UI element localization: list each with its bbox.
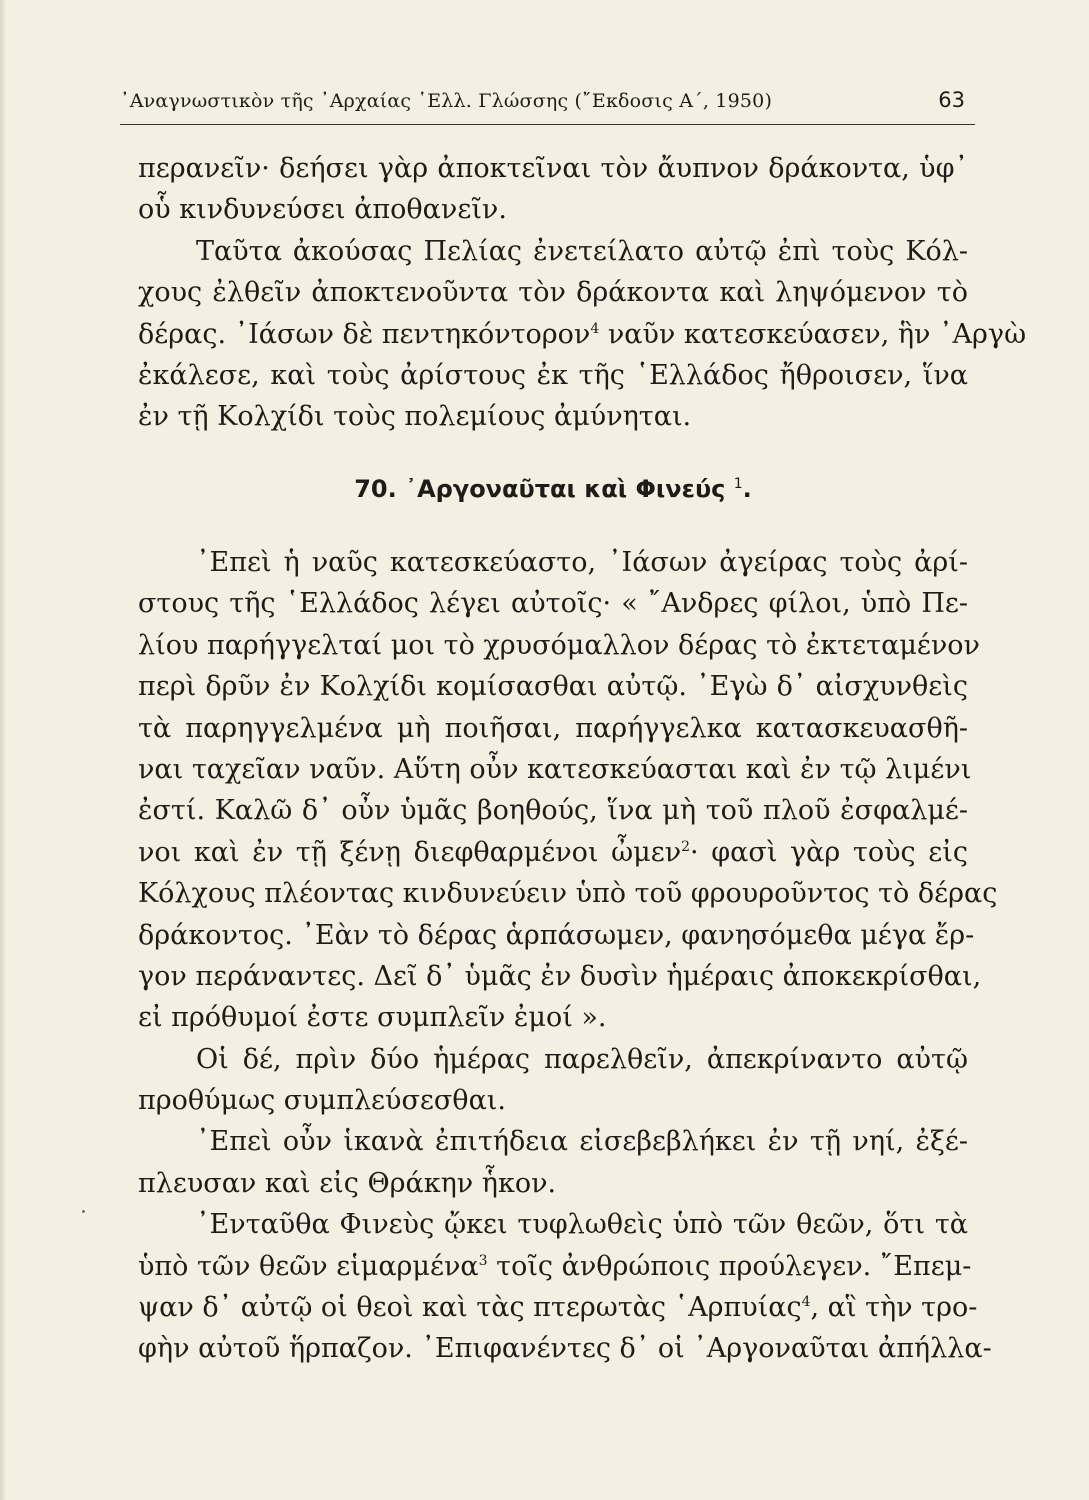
- text-span: ναῦν κατεσκεύασεν, ἣν ᾿Αργὼ: [607, 318, 1027, 350]
- text-line: οὗ κινδυνεύσει ἀποθανεῖν.: [138, 194, 507, 226]
- page-edge: [0, 0, 6, 1500]
- paragraph-block-1: [138, 148, 1027, 438]
- text-line: προθύμως συμπλεύσεσθαι.: [138, 1085, 506, 1117]
- text-line: πλευσαν καὶ εἰς Θράκην ἧκον.: [138, 1167, 557, 1199]
- text-line: [138, 1246, 972, 1287]
- text-span: , αἳ τὴν τρο-: [810, 1292, 978, 1324]
- text-line: ᾿Επεὶ ἡ ναῦς κατεσκεύαστο, ᾿Ιάσων ἀγείρας τοὺς ἀρί-: [196, 547, 968, 578]
- text-line: περανεῖν· δεήσει γὰρ ἀποκτεῖναι τὸν ἄυπνον δράκοντα, ὑφ᾿: [138, 153, 968, 184]
- footnote-marker: 1: [733, 476, 743, 492]
- footnote-marker: 3: [478, 1252, 488, 1269]
- text-line: δράκοντος. ᾿Εὰν τὸ δέρας ἁρπάσωμεν, φανησόμεθα μέγα ἔρ-: [138, 919, 975, 951]
- text-span: ὑπὸ τῶν θεῶν εἱμαρμένα: [138, 1250, 479, 1282]
- text-line: φὴν αὐτοῦ ἥρπαζον. ᾿Επιφανέντες δ᾿ οἱ ᾿Αργοναῦται ἀπήλλα-: [138, 1333, 992, 1365]
- text-span: νοι καὶ ἐν τῇ ξένῃ διεφθαρμένοι ὦμεν: [138, 836, 682, 868]
- text-line: Ταῦτα ἀκούσας Πελίας ἐνετείλατο αὐτῷ ἐπὶ τοὺς Κόλ-: [196, 235, 968, 267]
- text-span: τοῖς ἀνθρώποις προύλεγεν. ῎Επεμ-: [487, 1250, 972, 1282]
- paragraph-block-2: [138, 542, 998, 1370]
- text-line: [138, 314, 1027, 355]
- footnote-marker: 2: [681, 838, 691, 855]
- text-line: στους τῆς ῾Ελλάδος λέγει αὐτοῖς· « ῎Ανδρες φίλοι, ὑπὸ Πε-: [138, 588, 968, 620]
- text-line: ᾿Επεὶ οὖν ἱκανὰ ἐπιτήδεια εἰσεβεβλήκει ἐν τῇ νηί, ἐξέ-: [196, 1126, 968, 1158]
- text-line: περὶ δρῦν ἐν Κολχίδι κομίσασθαι αὐτῷ. ᾿Εγὼ δ᾿ αἰσχυνθεὶς: [138, 671, 968, 703]
- text-line: [138, 1287, 978, 1328]
- margin-speck: [82, 1210, 85, 1213]
- section-heading-text: 70. ᾿Αργοναῦται καὶ Φινεύς: [354, 475, 726, 503]
- text-span: δέρας. ᾿Ιάσων δὲ πεντηκόντορον: [138, 318, 591, 350]
- text-line: λίου παρήγγελταί μοι τὸ χρυσόμαλλον δέρας τὸ ἐκτεταμένον: [138, 629, 980, 661]
- text-line: ναι ταχεῖαν ναῦν. Αὕτη οὖν κατεσκεύασται καὶ ἐν τῷ λιμένι: [138, 753, 972, 785]
- text-span: · φασὶ γὰρ τοὺς εἰς: [690, 836, 968, 868]
- text-line: γον περάναντες. Δεῖ δ᾿ ὑμᾶς ἐν δυσὶν ἡμέραις ἀποκεκρίσθαι,: [138, 960, 982, 992]
- text-line: [138, 832, 968, 873]
- footnote-marker: 4: [801, 1294, 811, 1311]
- footnote-marker: 4: [590, 320, 600, 337]
- text-line: ᾿Ενταῦθα Φινεὺς ᾤκει τυφλωθεὶς ὑπὸ τῶν θεῶν, ὅτι τὰ: [196, 1209, 968, 1241]
- section-heading: [138, 475, 968, 503]
- text-span: ψαν δ᾿ αὐτῷ οἱ θεοὶ καὶ τὰς πτερωτὰς ῾Αρπυίας: [138, 1292, 802, 1324]
- text-line: Οἱ δέ, πρὶν δύο ἡμέρας παρελθεῖν, ἀπεκρίναντο αὐτῷ: [196, 1043, 968, 1075]
- text-line: εἰ πρόθυμοί ἐστε συμπλεῖν ἐμοί ».: [138, 1002, 607, 1034]
- text-line: ἐκάλεσε, καὶ τοὺς ἀρίστους ἐκ τῆς ῾Ελλάδος ἤθροισεν, ἵνα: [138, 359, 968, 391]
- heading-period: .: [742, 475, 752, 503]
- page-number: 63: [938, 88, 965, 112]
- text-line: ἐν τῇ Κολχίδι τοὺς πολεμίους ἀμύνηται.: [138, 401, 692, 433]
- running-header: [120, 88, 975, 125]
- text-line: Κόλχους πλέοντας κινδυνεύειν ὑπὸ τοῦ φρουροῦντος τὸ δέρας: [138, 878, 998, 910]
- text-line: τὰ παρηγγελμένα μὴ ποιῆσαι, παρήγγελκα κατασκευασθῆ-: [138, 712, 968, 744]
- text-line: χους ἐλθεῖν ἀποκτενοῦντα τὸν δράκοντα καὶ ληψόμενον τὸ: [138, 277, 968, 309]
- header-title: ᾿Αναγνωστικὸν τῆς ᾿Αρχαίας ῾Ελλ. Γλώσσης (῎Εκδοσις Α΄, 1950): [120, 90, 773, 112]
- text-line: ἐστί. Καλῶ δ᾿ οὖν ὑμᾶς βοηθούς, ἵνα μὴ τοῦ πλοῦ ἐσφαλμέ-: [138, 795, 968, 827]
